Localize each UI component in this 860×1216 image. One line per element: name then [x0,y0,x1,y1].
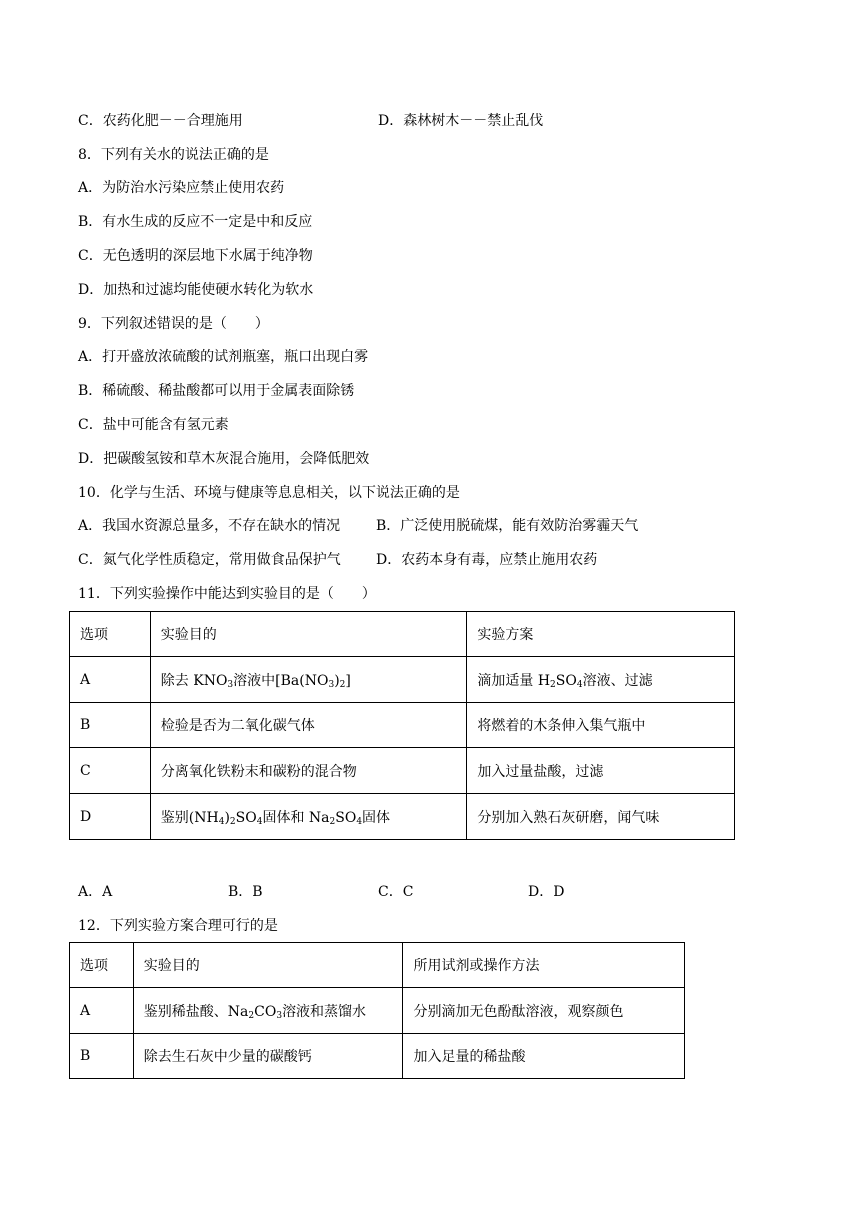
question-10-option-c: C．氮气化学性质稳定，常用做食品保护气 [78,552,341,568]
option-d-text: D．森林树木－－禁止乱伐 [378,113,544,129]
row-purpose: 除去生石灰中少量的碳酸钙 [133,1034,403,1079]
table-header-row [70,943,685,988]
question-11-answer-d: D．D [528,884,565,900]
row-purpose: 鉴别$(NH_4)_2SO_4$固体和 $Na_2SO_4$固体 [150,794,467,840]
question-12-stem: 12．下列实验方案合理可行的是 [78,918,278,934]
question-8-option-a: A．为防治水污染应禁止使用农药 [78,180,285,196]
question-10-option-b: B．广泛使用脱硫煤，能有效防治雾霾天气 [376,518,639,534]
header-option: 选项 [70,612,151,657]
row-purpose: 分离氧化铁粉末和碳粉的混合物 [150,748,467,794]
question-8-option-d: D．加热和过滤均能使硬水转化为软水 [78,282,314,298]
question-9-stem: 9．下列叙述错误的是（ ） [78,316,269,332]
question-10-option-d: D．农药本身有毒，应禁止施用农药 [376,552,598,568]
question-11-answer-b: B．B [228,884,263,900]
question-11-table [69,611,735,840]
question-8-option-c: C．无色透明的深层地下水属于纯净物 [78,248,313,264]
row-option: C [70,748,151,794]
table-header-row [70,612,735,657]
row-plan: 分别加入熟石灰研磨，闻气味 [467,794,735,840]
question-8-option-b: B．有水生成的反应不一定是中和反应 [78,214,313,230]
question-10-option-a: A．我国水资源总量多，不存在缺水的情况 [78,518,341,534]
row-option: A [70,657,151,703]
question-9-option-d: D．把碳酸氢铵和草木灰混合施用，会降低肥效 [78,451,370,467]
table-row [70,657,735,703]
question-9-option-c: C．盐中可能含有氢元素 [78,417,229,433]
row-option: B [70,703,151,748]
row-plan: 加入足量的稀盐酸 [403,1034,685,1079]
row-option: D [70,794,151,840]
row-plan: 加入过量盐酸，过滤 [467,748,735,794]
question-12-table [69,942,685,1079]
table-row [70,988,685,1034]
question-10-stem: 10．化学与生活、环境与健康等息息相关，以下说法正确的是 [78,485,460,501]
header-purpose: 实验目的 [150,612,467,657]
row-option: B [70,1034,134,1079]
header-plan: 实验方案 [467,612,735,657]
row-purpose: 鉴别稀盐酸、$Na_2CO_3$溶液和蒸馏水 [133,988,403,1034]
question-8-stem: 8．下列有关水的说法正确的是 [78,147,269,163]
row-plan: 将燃着的木条伸入集气瓶中 [467,703,735,748]
question-9-option-b: B．稀硫酸、稀盐酸都可以用于金属表面除锈 [78,383,355,399]
table-row [70,1034,685,1079]
row-option: A [70,988,134,1034]
row-purpose: 除去 $KNO_3$溶液中$[Ba(NO_3)_2]$ [150,657,467,703]
question-9-option-a: A．打开盛放浓硫酸的试剂瓶塞，瓶口出现白雾 [78,349,369,365]
question-11-stem: 11．下列实验操作中能达到实验目的是（ ） [78,586,376,602]
header-plan: 所用试剂或操作方法 [403,943,685,988]
question-11-answer-a: A．A [78,884,113,900]
table-row [70,794,735,840]
header-purpose: 实验目的 [133,943,403,988]
question-11-answer-c: C．C [378,884,414,900]
table-row [70,748,735,794]
row-purpose: 检验是否为二氧化碳气体 [150,703,467,748]
option-c-text: C．农药化肥－－合理施用 [78,113,243,129]
table-row [70,703,735,748]
header-option: 选项 [70,943,134,988]
row-plan: 分别滴加无色酚酞溶液，观察颜色 [403,988,685,1034]
row-plan: 滴加适量 $H_2SO_4$溶液、过滤 [467,657,735,703]
